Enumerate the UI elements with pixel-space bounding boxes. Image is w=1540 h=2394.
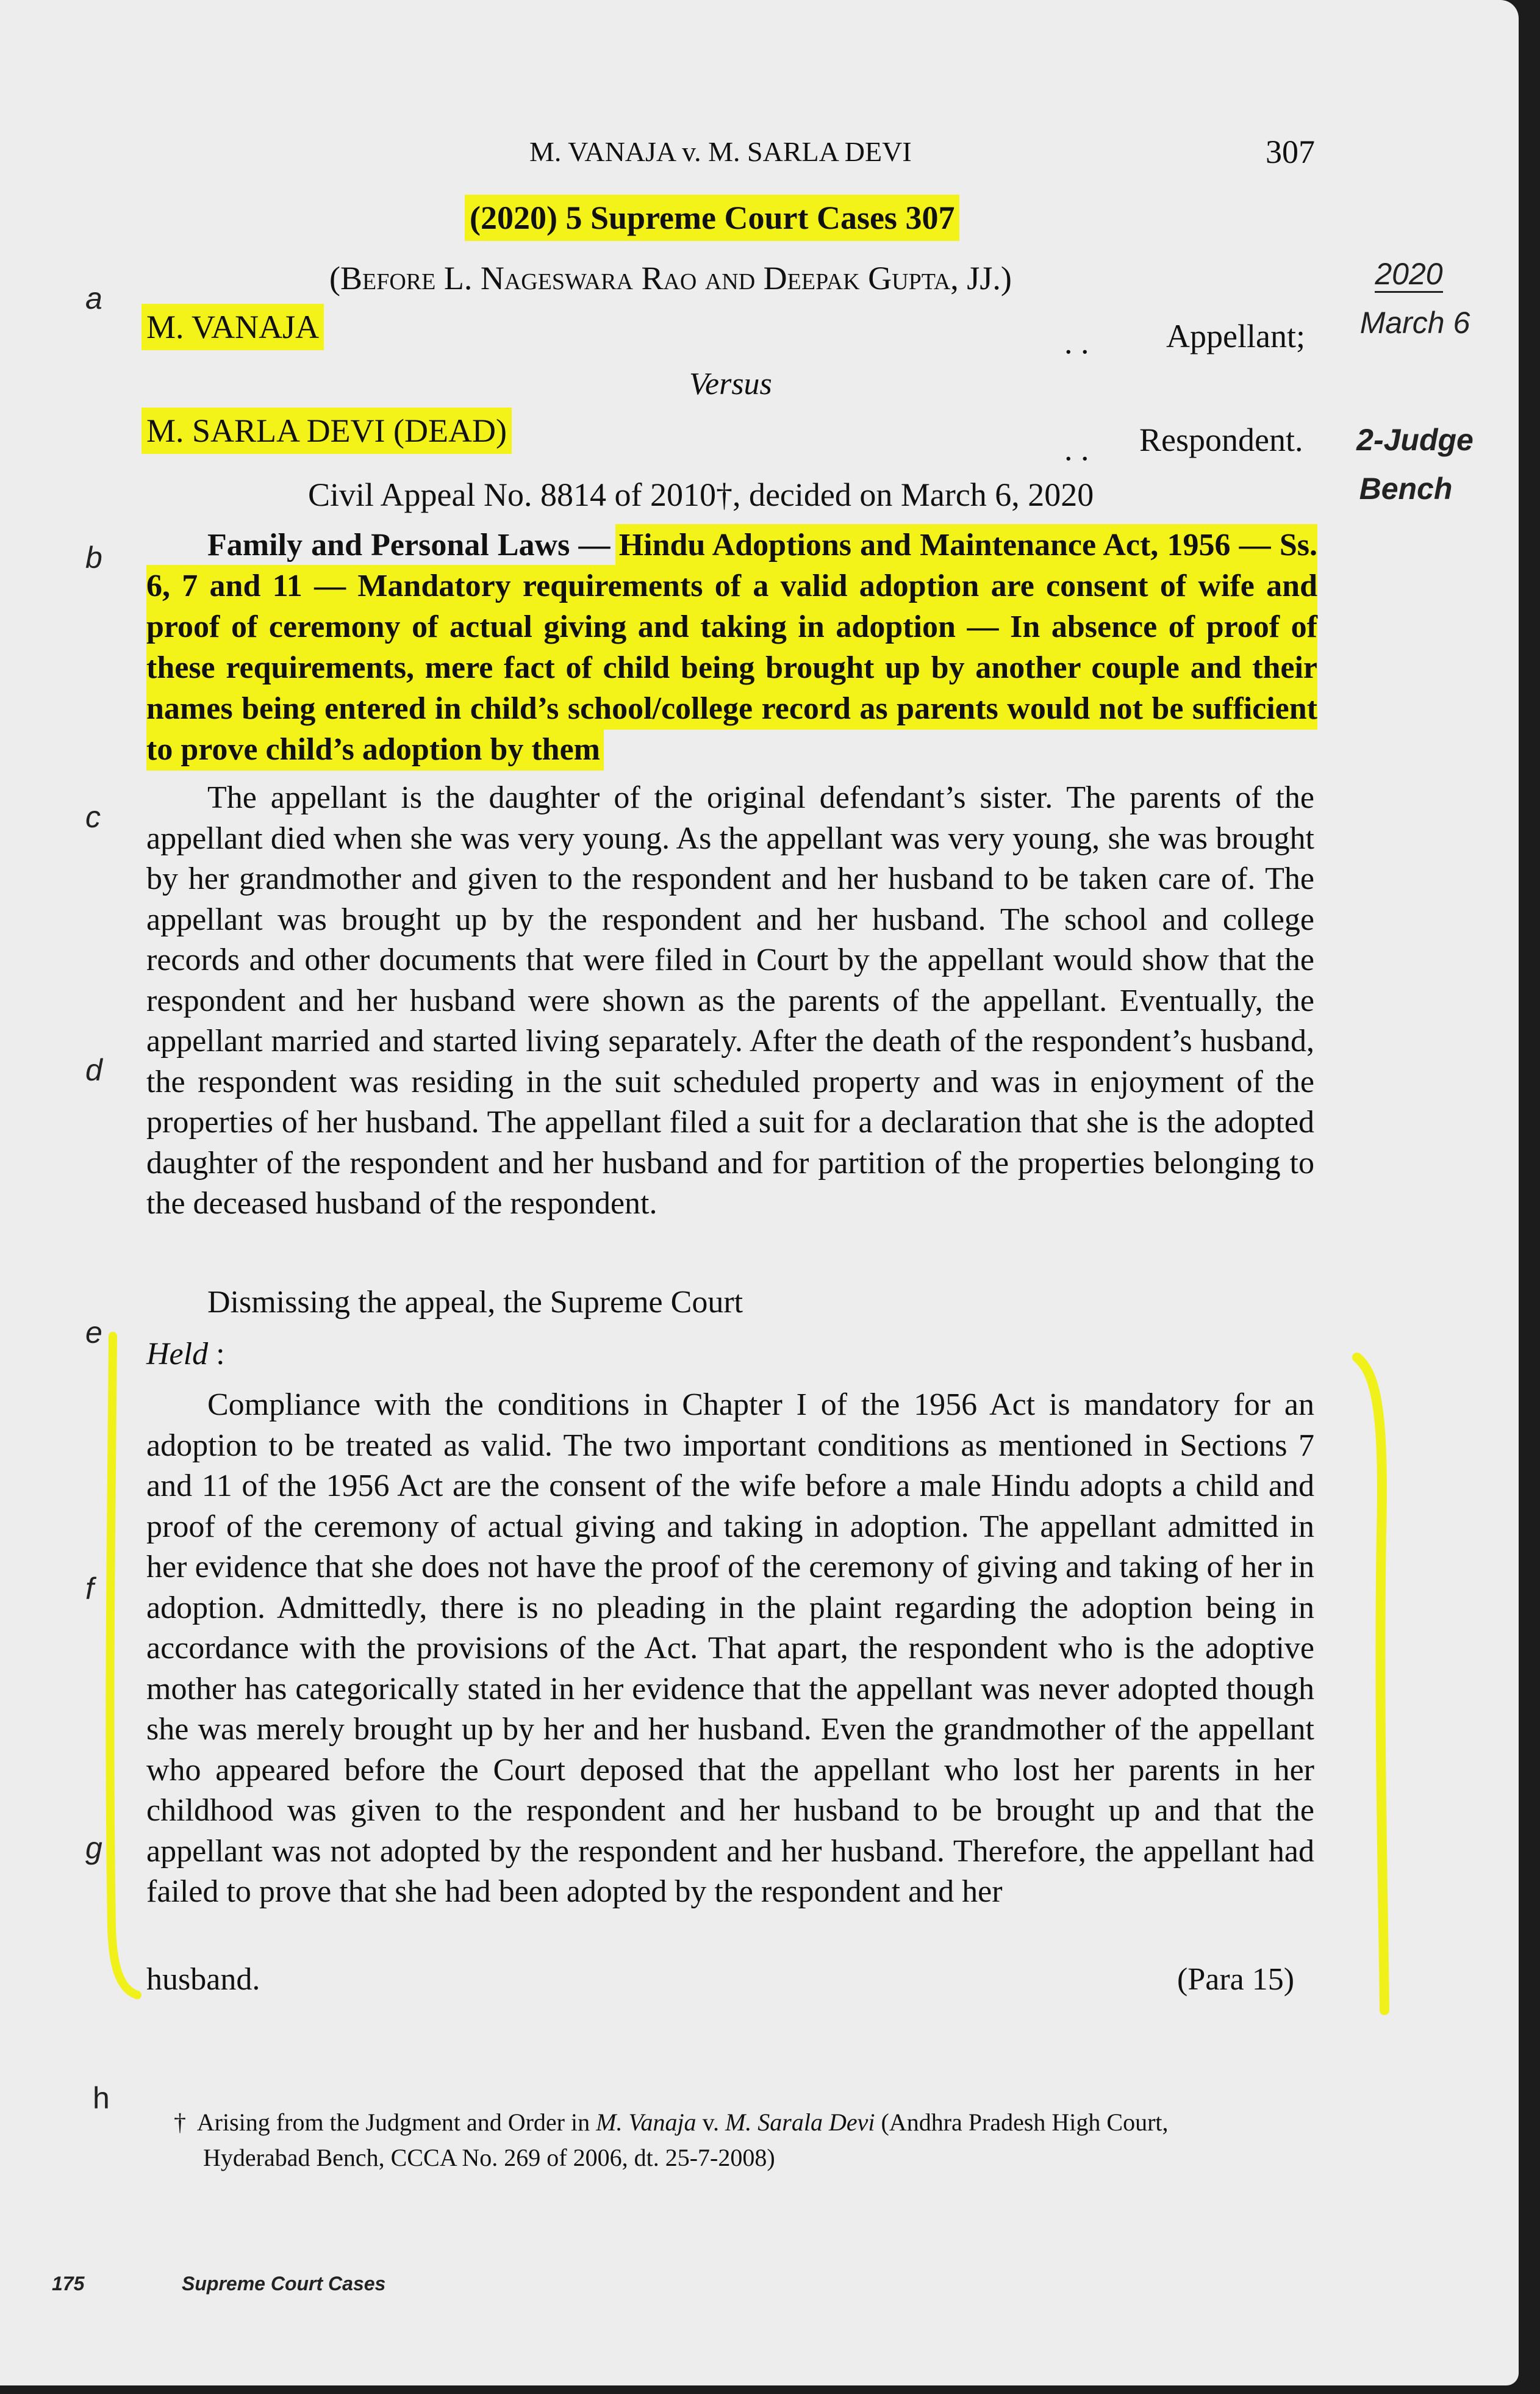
margin-letter-a: a: [85, 281, 102, 315]
margin-letter-d: d: [85, 1053, 102, 1087]
appellant-name-text: M. VANAJA: [146, 309, 320, 345]
versus-label: Versus: [689, 367, 772, 401]
left-highlighter-bracket: [95, 1330, 143, 2001]
held-paragraph: Compliance with the conditions in Chapter I of the 1956 Act is mandatory for an adoption to be treated as valid. The two important conditions as mentioned in Sections 7 and 11 of the 1956 Act are the consent of the wife before a male Hindu adopts a child and proof of the ceremony of actual giving and taking in adoption. The appellant admitted in her evidence that she does not have the proof of the ceremony of giving and taking of her in adoption. Admittedly, there is no pleading in the plaint regarding the adoption being in accordance with the provisions of the Act. That apart, the respondent who is the adoptive mother has categorically stated in her evidence that the appellant was never adopted though she was merely brought up by her and her husband. Even the grandmother of the appellant who appeared before the Court deposed that the appellant who lost her parents in her childhood was given to the respondent and her husband to be brought up and that the appellant was not adopted by the respondent and her husband. Therefore, the appellant had failed to prove that she had been adopted by the respondent and her: [146, 1387, 1314, 1909]
bench-line: (Before L. Nageswara Rao and Deepak Gupta, JJ.): [329, 260, 1012, 297]
respondent-suffix: (DEAD): [393, 412, 507, 449]
footnote-case-name-1: M. Vanaja: [596, 2108, 697, 2136]
footnote-case-name-2: M. Sarala Devi: [725, 2108, 875, 2136]
running-header-page-number: 307: [1266, 134, 1315, 170]
footnote-rest: (Andhra Pradesh High Court,: [875, 2108, 1169, 2136]
running-header-title: M. VANAJA v. M. SARLA DEVI: [529, 136, 912, 167]
held-label-colon: :: [208, 1337, 225, 1371]
respondent-name-highlight: [146, 412, 507, 449]
held-label: [146, 1336, 225, 1372]
side-note-bench-label: Bench: [1359, 472, 1453, 506]
respondent-name: [146, 412, 507, 450]
footer-page-number: 175: [52, 2273, 85, 2295]
respondent-dots: . .: [1064, 431, 1089, 467]
appellant-dots: . .: [1064, 324, 1089, 361]
footnote-line-1: [174, 2108, 1169, 2137]
margin-letter-f: f: [85, 1572, 94, 1606]
footnote-line-2: Hyderabad Bench, CCCA No. 269 of 2006, dt. 25-7-2008): [203, 2144, 775, 2171]
footnote-prefix: Arising from the Judgment and Order in: [196, 2108, 596, 2136]
respondent-role: Respondent.: [1139, 422, 1303, 458]
para-reference: (Para 15): [1177, 1962, 1295, 1997]
side-note-year-text: 2020: [1375, 257, 1442, 293]
citation-text: (2020) 5 Supreme Court Cases 307: [470, 200, 955, 236]
facts-paragraph: The appellant is the daughter of the original defendant’s sister. The parents of the appellant died when she was very young. As the appellant was very young, she was brought by her grandmother and given to the respondent and her husband to be taken care of. The appellant was brought up by the respondent and her husband. The school and college records and other documents that were filed in Court by the appellant would show that the respondent and her husband were shown as the parents of the appellant. Eventually, the appellant married and started living separately. After the death of the respondent’s husband, the respondent was residing in the suit scheduled property and was in enjoyment of the properties of her husband. The appellant filed a suit for a declaration that she is the adopted daughter of the respondent and her husband and for partition of the properties belonging to the deceased husband of the respondent.: [146, 780, 1314, 1221]
margin-letter-g: g: [85, 1831, 102, 1865]
margin-letter-b: b: [85, 541, 102, 575]
citation-line: [470, 199, 954, 237]
headnote-highlighted: Hindu Adoptions and Maintenance Act, 1956 — Ss. 6, 7 and 11 — Mandatory requirements of a valid adoption are consent of wife and proof of ceremony of actual giving and taking in adoption — In absence of proof of these requirements, mere fact of child being brought up by another couple and their names being entered in child’s school/college record as parents would not be sufficient to prove child’s adoption by them: [146, 528, 1317, 767]
appellant-role: Appellant;: [1166, 318, 1305, 354]
headnote-lead: Family and Personal Laws —: [207, 528, 619, 563]
held-label-text: Held: [146, 1337, 209, 1371]
margin-letter-e: e: [85, 1315, 102, 1350]
appeal-line: Civil Appeal No. 8814 of 2010†, decided on March 6, 2020: [308, 476, 1094, 513]
footnote-v: v.: [696, 2108, 725, 2136]
disposal-line: Dismissing the appeal, the Supreme Court: [207, 1285, 743, 1320]
side-note-bench-size: 2-Judge: [1356, 423, 1474, 457]
right-highlighter-bracket: [1348, 1348, 1403, 2019]
respondent-name-text: M. SARLA DEVI: [146, 412, 385, 449]
footer-label: Supreme Court Cases: [182, 2273, 386, 2295]
margin-letter-h: h: [93, 2081, 110, 2115]
footnote-dagger: †: [174, 2108, 186, 2136]
side-note-date: March 6: [1359, 306, 1470, 340]
held-last-word: husband.: [146, 1962, 260, 1997]
margin-letter-c: c: [85, 800, 101, 834]
appellant-name: [146, 308, 319, 346]
headnote: [146, 525, 1317, 770]
side-note-year: [1366, 256, 1452, 292]
